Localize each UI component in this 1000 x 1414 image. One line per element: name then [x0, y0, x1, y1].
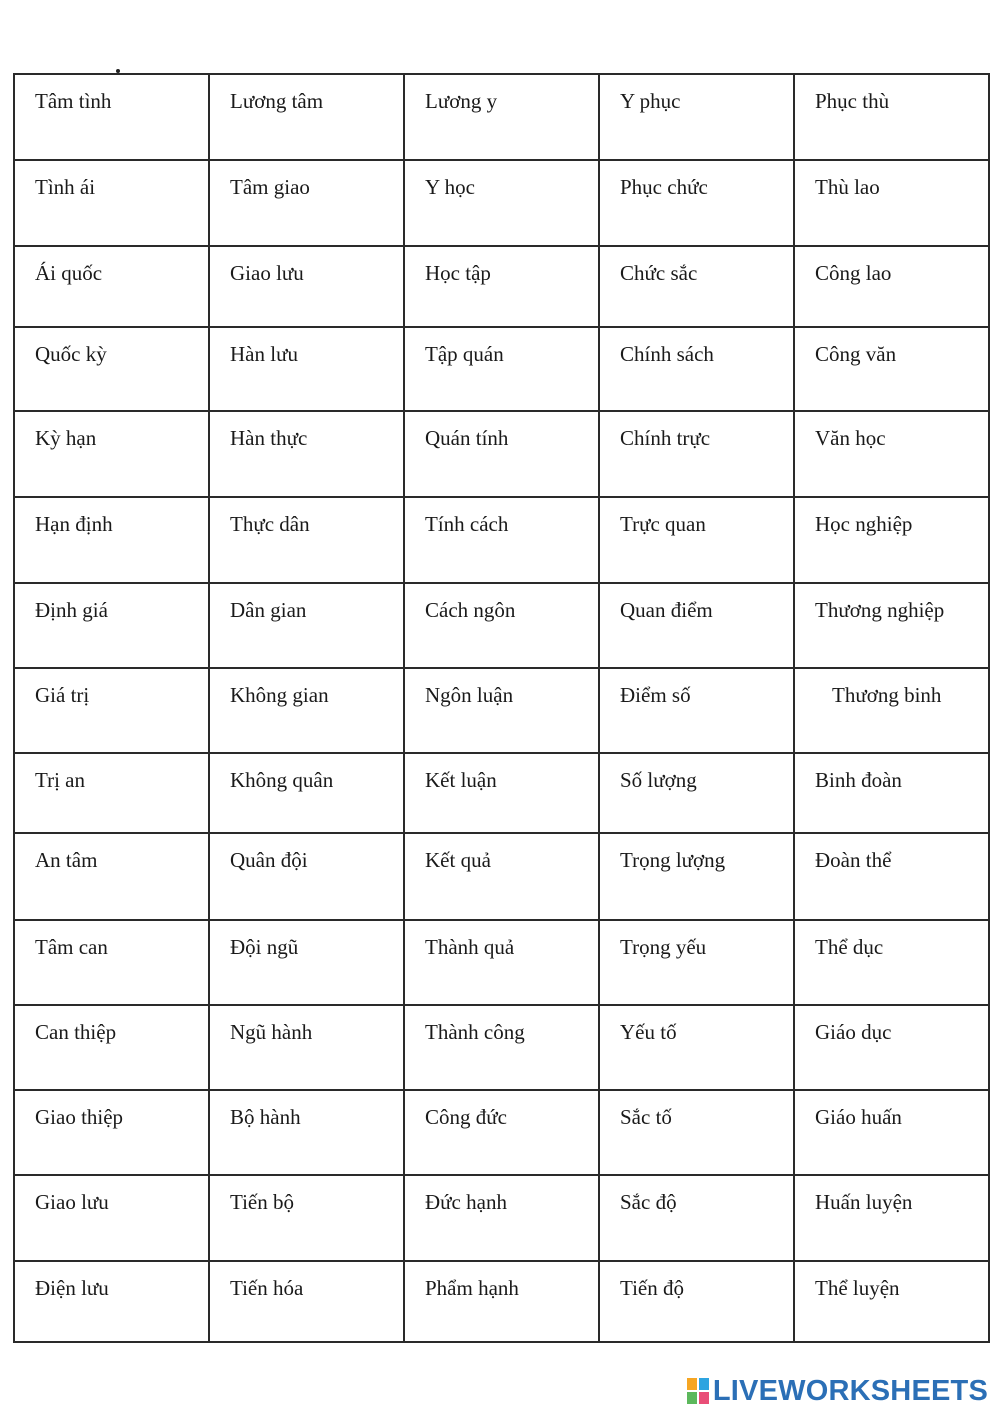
liveworksheets-logo-icon: [687, 1378, 709, 1404]
word-cell: Can thiệp: [14, 1005, 209, 1090]
word-cell: Kết quả: [404, 833, 599, 920]
word-cell: Tình ái: [14, 160, 209, 246]
table-row: [14, 1261, 989, 1342]
word-cell: Đội ngũ: [209, 920, 404, 1005]
word-cell: Giáo huấn: [794, 1090, 989, 1175]
word-cell: Bộ hành: [209, 1090, 404, 1175]
word-cell: Quân đội: [209, 833, 404, 920]
table-row: [14, 1175, 989, 1261]
word-cell: Giáo dục: [794, 1005, 989, 1090]
table-row: [14, 1090, 989, 1175]
word-cell: Học nghiệp: [794, 497, 989, 583]
word-cell: Thể luyện: [794, 1261, 989, 1342]
word-cell: Ngũ hành: [209, 1005, 404, 1090]
table-row: [14, 74, 989, 160]
word-cell: Cách ngôn: [404, 583, 599, 668]
word-cell: Tính cách: [404, 497, 599, 583]
word-cell: Binh đoàn: [794, 753, 989, 833]
word-cell: Trực quan: [599, 497, 794, 583]
word-cell: Đoàn thể: [794, 833, 989, 920]
word-cell: Công đức: [404, 1090, 599, 1175]
word-cell: Giá trị: [14, 668, 209, 753]
word-cell: Số lượng: [599, 753, 794, 833]
word-cell: Đức hạnh: [404, 1175, 599, 1261]
table-row: [14, 833, 989, 920]
table-row: [14, 920, 989, 1005]
word-chain-table: [13, 73, 990, 1343]
word-cell: Tâm giao: [209, 160, 404, 246]
word-cell: Tiến hóa: [209, 1261, 404, 1342]
liveworksheets-brand: [687, 1374, 988, 1408]
table-row: [14, 753, 989, 833]
word-cell: Thể dục: [794, 920, 989, 1005]
table-row: [14, 327, 989, 411]
word-cell: Kết luận: [404, 753, 599, 833]
word-cell: Y phục: [599, 74, 794, 160]
word-cell: Quan điểm: [599, 583, 794, 668]
word-cell: Yếu tố: [599, 1005, 794, 1090]
word-cell: Sắc độ: [599, 1175, 794, 1261]
word-cell: Ngôn luận: [404, 668, 599, 753]
word-cell: Huấn luyện: [794, 1175, 989, 1261]
word-cell: Chính sách: [599, 327, 794, 411]
word-cell: Chức sắc: [599, 246, 794, 327]
word-cell: Thương nghiệp: [794, 583, 989, 668]
word-cell: Trọng lượng: [599, 833, 794, 920]
word-cell: Không gian: [209, 668, 404, 753]
word-cell: Tiến độ: [599, 1261, 794, 1342]
word-cell: Trọng yếu: [599, 920, 794, 1005]
table-row: [14, 1005, 989, 1090]
word-cell: Tâm can: [14, 920, 209, 1005]
word-cell: Văn học: [794, 411, 989, 497]
word-cell: Ái quốc: [14, 246, 209, 327]
table-row: [14, 497, 989, 583]
word-cell: Tập quán: [404, 327, 599, 411]
word-cell: Chính trực: [599, 411, 794, 497]
word-cell: Thành quả: [404, 920, 599, 1005]
word-cell: An tâm: [14, 833, 209, 920]
word-cell: Lương tâm: [209, 74, 404, 160]
word-cell: Hàn thực: [209, 411, 404, 497]
word-cell: Phẩm hạnh: [404, 1261, 599, 1342]
word-cell: Điểm số: [599, 668, 794, 753]
table-row: [14, 160, 989, 246]
word-cell: Tâm tình: [14, 74, 209, 160]
table-row: [14, 411, 989, 497]
word-cell: Lương y: [404, 74, 599, 160]
word-cell: Hàn lưu: [209, 327, 404, 411]
word-cell: Học tập: [404, 246, 599, 327]
word-cell: Phục thù: [794, 74, 989, 160]
word-cell: Không quân: [209, 753, 404, 833]
word-cell: Thù lao: [794, 160, 989, 246]
word-cell: Trị an: [14, 753, 209, 833]
word-cell: Kỳ hạn: [14, 411, 209, 497]
table-row: [14, 668, 989, 753]
table-row: [14, 583, 989, 668]
word-cell: Phục chức: [599, 160, 794, 246]
brand-name: LIVEWORKSHEETS: [712, 1374, 988, 1407]
word-cell: Định giá: [14, 583, 209, 668]
word-cell: Tiến bộ: [209, 1175, 404, 1261]
word-cell: Thực dân: [209, 497, 404, 583]
word-cell: Giao thiệp: [14, 1090, 209, 1175]
word-cell: Thành công: [404, 1005, 599, 1090]
word-cell: Y học: [404, 160, 599, 246]
word-cell: Dân gian: [209, 583, 404, 668]
word-cell: Công văn: [794, 327, 989, 411]
word-cell: Quốc kỳ: [14, 327, 209, 411]
word-cell: Điện lưu: [14, 1261, 209, 1342]
word-cell: Giao lưu: [14, 1175, 209, 1261]
word-cell: Quán tính: [404, 411, 599, 497]
word-cell: Giao lưu: [209, 246, 404, 327]
word-cell: Thương binh: [794, 668, 989, 753]
table-row: [14, 246, 989, 327]
word-cell: Sắc tố: [599, 1090, 794, 1175]
word-cell: Công lao: [794, 246, 989, 327]
word-cell: Hạn định: [14, 497, 209, 583]
